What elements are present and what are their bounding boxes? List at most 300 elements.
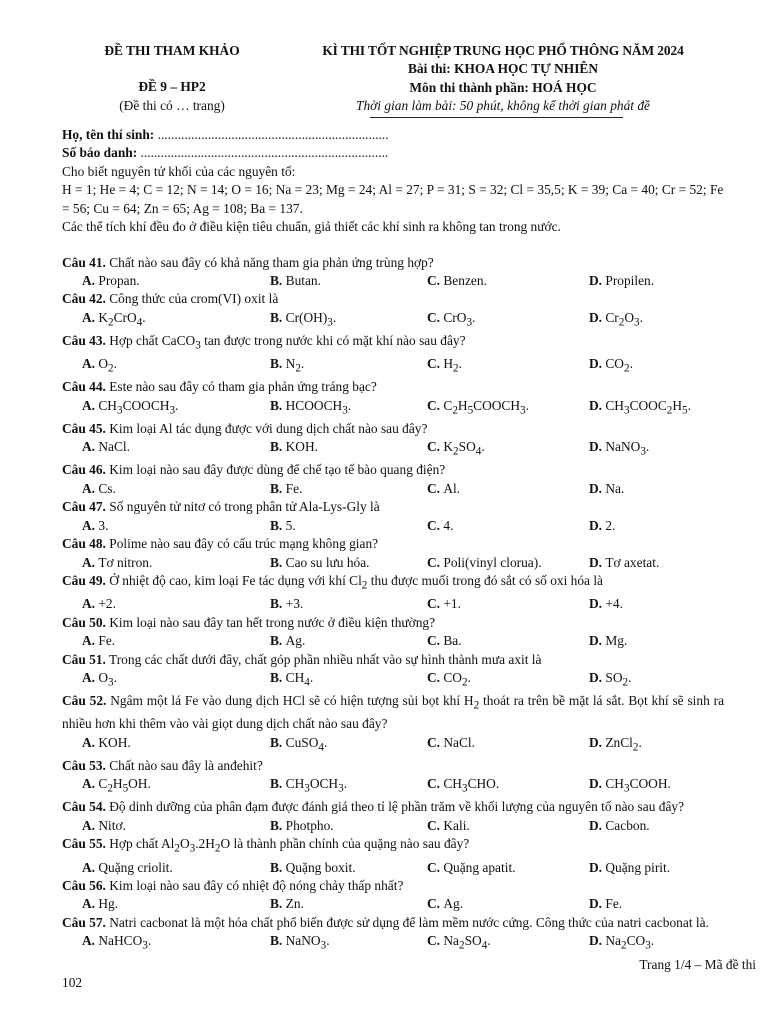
option-text: $CH_3COOH$. (605, 776, 671, 796)
answer-option[interactable] (569, 272, 724, 290)
question-text: Ở nhiệt độ cao, kim loại Fe tác dụng với khí $Cl_2$ thu được muối trong đó sắt có số oxi hóa là (105, 573, 603, 592)
option-letter: D. (589, 480, 606, 496)
option-text: Ag. (285, 633, 306, 649)
option-letter: B. (270, 517, 286, 533)
answer-option[interactable] (569, 309, 724, 332)
option-letter: A. (82, 859, 99, 875)
option-text: +1. (443, 596, 461, 612)
option-text: Fe. (98, 633, 116, 649)
option-text: Mg. (605, 633, 628, 649)
option-letter: C. (427, 517, 444, 533)
option-text: NaNO$_3$. (285, 933, 330, 952)
exam-code-label: ĐỀ 9 – HP2 (138, 79, 206, 95)
question-stem (62, 378, 724, 396)
question-text: Kim loại nào sau đây được dùng để chế tạo tế bào quang điện? (105, 462, 446, 478)
option-letter: C. (427, 397, 444, 413)
option-letter: C. (427, 896, 444, 912)
question-item (62, 651, 724, 693)
option-letter: D. (589, 896, 606, 912)
question-text: Este nào sau đây có tham gia phản ứng tráng bạc? (105, 379, 377, 395)
question-text: Kim loại Al tác dụng được với dung dịch chất nào sau đây? (105, 420, 428, 436)
question-stem (62, 461, 724, 479)
answer-option[interactable] (569, 397, 724, 420)
option-letter: A. (82, 596, 99, 612)
question-stem (62, 692, 724, 734)
option-text: $O_3$. (98, 670, 117, 689)
option-text: Hg. (98, 896, 119, 912)
answer-options (62, 895, 724, 913)
page-info: Trang 1/4 – Mã đề thi (639, 957, 756, 972)
question-item (62, 692, 724, 757)
option-letter: D. (589, 596, 606, 612)
answer-option[interactable] (407, 632, 569, 650)
option-text: Tơ axetat. (605, 554, 660, 570)
option-letter: B. (270, 554, 286, 570)
option-text: +4. (605, 596, 623, 612)
answer-option[interactable] (569, 632, 724, 650)
question-item (62, 290, 724, 332)
question-item (62, 877, 724, 914)
option-text: $K_2SO_4$. (443, 439, 485, 458)
option-letter: C. (427, 554, 444, 570)
option-letter: A. (82, 776, 99, 792)
option-text: Cacbon. (605, 817, 650, 833)
gas-note: Các thể tích khí đều đo ở điều kiện tiêu chuẩn, giả thiết các khí sinh ra không tan trong nước. (62, 219, 561, 235)
option-text: $C_2H_5COOCH_3$. (443, 397, 529, 417)
page-number: 102 (62, 975, 83, 990)
option-letter: B. (270, 397, 286, 413)
option-text: $CH_3COOCH_3$. (98, 397, 179, 417)
exam-header (62, 42, 724, 118)
answer-option[interactable] (407, 309, 569, 332)
answer-option[interactable] (62, 859, 250, 877)
answer-options (62, 355, 724, 378)
option-text: NaCl. (98, 439, 130, 455)
option-letter: A. (82, 633, 99, 649)
option-letter: A. (82, 933, 99, 949)
option-text: Fe. (605, 896, 623, 912)
question-item (62, 535, 724, 572)
question-number: Câu 45. (62, 420, 106, 436)
option-text: $CH_3OCH_3$. (285, 776, 348, 796)
atomic-intro: Cho biết nguyên tử khối của các nguyên tố: (62, 163, 296, 179)
question-number: Câu 50. (62, 614, 106, 630)
answer-option[interactable] (569, 895, 724, 913)
option-text: 5. (285, 517, 296, 533)
answer-option[interactable] (250, 595, 407, 613)
question-stem (62, 614, 724, 632)
question-item (62, 420, 724, 462)
answer-option[interactable] (569, 859, 724, 877)
answer-option[interactable] (250, 397, 407, 420)
answer-option[interactable] (407, 397, 569, 420)
question-number: Câu 41. (62, 254, 106, 270)
question-stem (62, 572, 724, 595)
answer-option[interactable] (569, 817, 724, 835)
option-letter: B. (270, 859, 286, 875)
answer-option[interactable] (250, 517, 407, 535)
option-letter: A. (82, 517, 99, 533)
answer-option[interactable] (250, 859, 407, 877)
answer-option[interactable] (250, 480, 407, 498)
answer-option[interactable] (62, 355, 250, 378)
option-text: Propilen. (605, 272, 655, 288)
answer-option[interactable] (62, 309, 250, 332)
answer-option[interactable] (62, 669, 250, 692)
question-text: Chất nào sau đây có khả năng tham gia phản ứng trùng hợp? (105, 254, 434, 270)
question-text: Chất nào sau đây là anđehit? (105, 757, 263, 773)
option-text: $CO_2$. (443, 670, 471, 689)
option-letter: A. (82, 356, 99, 372)
option-text: NaCl. (443, 734, 475, 750)
question-list (62, 254, 724, 956)
question-stem (62, 254, 724, 272)
question-stem (62, 798, 724, 816)
option-letter: A. (82, 439, 99, 455)
option-letter: D. (589, 309, 606, 325)
option-text: $SO_2$. (605, 670, 632, 689)
option-letter: C. (427, 356, 444, 372)
question-item (62, 757, 724, 799)
option-text: $Na_2CO_3$. (605, 933, 655, 952)
question-stem (62, 498, 724, 516)
exam-page (62, 42, 724, 955)
question-number: Câu 53. (62, 757, 106, 773)
question-text: Hợp chất $Al_2O_3.2H_2O$ là thành phần chính của quặng nào sau đây? (105, 836, 470, 856)
answer-option[interactable] (569, 355, 724, 378)
answer-option[interactable] (250, 775, 407, 798)
header-left (62, 42, 282, 118)
answer-options (62, 775, 724, 798)
question-stem (62, 757, 724, 775)
option-letter: D. (589, 517, 606, 533)
option-letter: B. (270, 896, 286, 912)
question-item (62, 914, 724, 956)
answer-option[interactable] (250, 554, 407, 572)
answer-option[interactable] (569, 554, 724, 572)
option-letter: B. (270, 933, 286, 949)
answer-option[interactable] (250, 895, 407, 913)
answer-option[interactable] (250, 309, 407, 332)
option-letter: D. (589, 356, 606, 372)
option-text: ZnCl$_2$. (605, 734, 642, 754)
question-number: Câu 48. (62, 536, 106, 552)
answer-option[interactable] (407, 859, 569, 877)
option-letter: D. (589, 272, 606, 288)
option-text: KOH. (98, 734, 131, 750)
option-text: +3. (285, 596, 304, 612)
answer-option[interactable] (569, 438, 724, 461)
question-item (62, 572, 724, 614)
option-text: NaHCO$_3$. (98, 933, 152, 952)
question-item (62, 614, 724, 651)
option-letter: C. (427, 480, 444, 496)
answer-option[interactable] (407, 480, 569, 498)
option-letter: D. (589, 817, 606, 833)
option-text: Photpho. (285, 817, 334, 833)
answer-option[interactable] (569, 734, 724, 757)
question-text: Ngâm một lá Fe vào dung dịch HCl sẽ có hiện tượng sủi bọt khí $H_2$ thoát ra trên bề mặt lá sắt. Bọt khí sẽ sinh ra nhiều hơn khi thêm vào vài giọt dung dịch chất nào sau đây? (62, 693, 725, 732)
candidate-info (62, 126, 724, 237)
option-text: Nitơ. (98, 817, 126, 833)
question-number: Câu 49. (62, 573, 106, 589)
answer-option[interactable] (62, 734, 250, 757)
option-letter: B. (270, 439, 286, 455)
answer-option[interactable] (407, 355, 569, 378)
option-text: $HCOOCH_3$. (285, 397, 352, 417)
answer-option[interactable] (250, 438, 407, 461)
exam-title: KÌ THI TỐT NGHIỆP TRUNG HỌC PHỔ THÔNG NĂM 2024 (322, 43, 684, 58)
answer-option[interactable] (62, 438, 250, 461)
answer-option[interactable] (569, 480, 724, 498)
option-text: $Cr(OH)_3$. (285, 309, 337, 329)
option-text: 2. (605, 517, 616, 533)
option-text: Quặng criolit. (98, 859, 173, 875)
question-stem (62, 651, 724, 669)
question-number: Câu 43. (62, 333, 106, 349)
answer-option[interactable] (569, 517, 724, 535)
answer-option[interactable] (62, 775, 250, 798)
name-field: ..................................................................... (154, 126, 389, 142)
answer-option[interactable] (569, 669, 724, 692)
answer-option[interactable] (407, 895, 569, 913)
option-text: Zn. (285, 896, 304, 912)
option-letter: D. (589, 633, 606, 649)
option-letter: C. (427, 933, 444, 949)
answer-option[interactable] (569, 595, 724, 613)
answer-option[interactable] (250, 932, 407, 955)
option-letter: C. (427, 439, 444, 455)
question-number: Câu 42. (62, 291, 106, 307)
answer-option[interactable] (407, 669, 569, 692)
question-item (62, 254, 724, 291)
option-letter: D. (589, 554, 606, 570)
question-number: Câu 52. (62, 693, 107, 709)
question-number: Câu 56. (62, 877, 106, 893)
option-text: Cs. (98, 480, 116, 496)
option-text: Poli(vinyl clorua). (443, 554, 542, 570)
question-item (62, 461, 724, 498)
question-text: Số nguyên tử nitơ có trong phân tử Ala-Lys-Gly là (105, 499, 380, 515)
answer-option[interactable] (407, 775, 569, 798)
option-letter: C. (427, 670, 444, 686)
answer-option[interactable] (62, 895, 250, 913)
question-text: Hợp chất CaCO$_3$ tan được trong nước khi có mặt khí nào sau đây? (105, 333, 466, 352)
answer-options (62, 859, 724, 877)
option-text: $N_2$. (285, 356, 305, 375)
option-text: KOH. (285, 439, 318, 455)
option-text: Butan. (285, 272, 321, 288)
question-number: Câu 44. (62, 379, 106, 395)
answer-options (62, 669, 724, 692)
option-letter: A. (82, 896, 99, 912)
answer-options (62, 734, 724, 757)
option-letter: B. (270, 670, 286, 686)
option-letter: A. (82, 670, 99, 686)
question-stem (62, 290, 724, 308)
answer-option[interactable] (62, 397, 250, 420)
answer-option[interactable] (250, 355, 407, 378)
answer-options (62, 438, 724, 461)
option-letter: B. (270, 272, 286, 288)
option-text: $H_2$. (443, 356, 462, 375)
answer-option[interactable] (407, 932, 569, 955)
option-text: Na. (605, 480, 625, 496)
option-text: 4. (443, 517, 454, 533)
option-letter: A. (82, 397, 99, 413)
question-stem (62, 332, 724, 355)
option-letter: C. (427, 776, 444, 792)
atomic-masses: H = 1; He = 4; C = 12; N = 14; O = 16; Na = 23; Mg = 24; Al = 27; P = 31; S = 32; Cl = 35,5; K = 39; Ca = 40; Cr = 52; Fe = 56; Cu = 64; Zn = 65; Ag = 108; Ba = 137. (62, 182, 724, 216)
option-text: Fe. (285, 480, 303, 496)
answer-option[interactable] (569, 932, 724, 955)
option-text: $O_2$. (98, 356, 117, 375)
exam-subject: Bài thi: KHOA HỌC TỰ NHIÊN (407, 61, 599, 77)
option-letter: C. (427, 633, 444, 649)
option-text: CuSO$_4$. (285, 734, 328, 754)
option-text: +2. (98, 596, 116, 612)
question-text: Kim loại nào sau đây tan hết trong nước ở điều kiện thường? (105, 614, 436, 630)
option-letter: D. (589, 734, 606, 750)
answer-options (62, 397, 724, 420)
option-letter: A. (82, 480, 99, 496)
answer-option[interactable] (407, 554, 569, 572)
answer-option[interactable] (407, 817, 569, 835)
option-text: Ag. (443, 896, 464, 912)
question-text: Trong các chất dưới đây, chất góp phần nhiều nhất vào sự hình thành mưa axit là (105, 651, 542, 667)
option-letter: A. (82, 734, 99, 750)
option-text: Ba. (443, 633, 462, 649)
option-text: Kali. (443, 817, 470, 833)
option-text: Tơ nitron. (98, 554, 153, 570)
option-text: $K_2CrO_4$. (98, 309, 146, 329)
option-text: Quặng pirit. (605, 859, 671, 875)
option-text: Quặng boxit. (285, 859, 356, 875)
answer-option[interactable] (62, 632, 250, 650)
answer-options (62, 817, 724, 835)
answer-option[interactable] (250, 632, 407, 650)
page-count-note: (Đề thi có … trang) (119, 97, 225, 113)
answer-option[interactable] (569, 775, 724, 798)
option-letter: A. (82, 554, 99, 570)
answer-options (62, 932, 724, 955)
answer-option[interactable] (62, 595, 250, 613)
option-letter: C. (427, 272, 444, 288)
answer-option[interactable] (407, 734, 569, 757)
exam-type-label: ĐỀ THI THAM KHẢO (104, 43, 240, 58)
answer-option[interactable] (250, 817, 407, 835)
option-letter: A. (82, 309, 99, 325)
answer-option[interactable] (407, 517, 569, 535)
option-letter: B. (270, 776, 286, 792)
option-text: $C_2H_5OH$. (98, 776, 151, 796)
name-label: Họ, tên thí sinh: (62, 126, 155, 142)
option-letter: D. (589, 776, 606, 792)
option-text: Benzen. (443, 272, 487, 288)
answer-options (62, 595, 724, 613)
answer-option[interactable] (62, 932, 250, 955)
question-stem (62, 835, 724, 858)
option-letter: C. (427, 309, 444, 325)
answer-option[interactable] (62, 517, 250, 535)
option-letter: A. (82, 272, 99, 288)
answer-options (62, 309, 724, 332)
question-item (62, 498, 724, 535)
question-text: Độ dinh dưỡng của phân đạm được đánh giá theo tỉ lệ phần trăm về khối lượng của nguyên tố nào sau đây? (105, 799, 685, 815)
option-text: 3. (98, 517, 109, 533)
option-text: Al. (443, 480, 461, 496)
option-text: $Cr_2O_3$. (605, 309, 643, 329)
question-item (62, 798, 724, 835)
option-text: $CH_3COOC_2H_5$. (605, 397, 691, 417)
option-text: Cao su lưu hóa. (285, 554, 370, 570)
option-text: Propan. (98, 272, 140, 288)
answer-option[interactable] (407, 595, 569, 613)
option-letter: D. (589, 859, 606, 875)
option-letter: C. (427, 734, 444, 750)
answer-option[interactable] (62, 272, 250, 290)
question-text: Polime nào sau đây có cấu trúc mạng không gian? (105, 536, 379, 552)
answer-options (62, 632, 724, 650)
sbd-field: .......................................................................... (137, 145, 389, 161)
option-letter: B. (270, 633, 286, 649)
option-letter: B. (270, 309, 286, 325)
answer-options (62, 517, 724, 535)
question-item (62, 835, 724, 877)
exam-component: Môn thi thành phần: HOÁ HỌC (409, 79, 597, 95)
option-letter: C. (427, 596, 444, 612)
option-letter: B. (270, 596, 286, 612)
option-text: CrO$_3$. (443, 309, 476, 329)
option-letter: B. (270, 480, 286, 496)
option-letter: C. (427, 817, 444, 833)
question-stem (62, 914, 724, 932)
option-letter: D. (589, 439, 606, 455)
answer-option[interactable] (250, 669, 407, 692)
answer-options (62, 480, 724, 498)
answer-option[interactable] (62, 554, 250, 572)
option-letter: B. (270, 734, 286, 750)
question-stem (62, 535, 724, 553)
answer-option[interactable] (250, 734, 407, 757)
question-number: Câu 51. (62, 651, 106, 667)
header-rule (370, 117, 623, 118)
option-letter: D. (589, 670, 606, 686)
answer-option[interactable] (250, 272, 407, 290)
question-stem (62, 420, 724, 438)
option-letter: D. (589, 933, 606, 949)
question-number: Câu 55. (62, 836, 106, 852)
option-text: $CO_2$. (605, 356, 633, 375)
answer-option[interactable] (407, 272, 569, 290)
question-item (62, 332, 724, 378)
option-text: $CH_4$. (285, 670, 314, 689)
exam-duration: Thời gian làm bài: 50 phút, không kể thời gian phát đề (356, 98, 650, 114)
question-item (62, 378, 724, 420)
question-number: Câu 54. (62, 799, 106, 815)
answer-option[interactable] (407, 438, 569, 461)
option-text: NaNO$_3$. (605, 439, 650, 458)
option-letter: A. (82, 817, 99, 833)
question-number: Câu 57. (62, 914, 106, 930)
question-text: Công thức của crom(VI) oxit là (105, 291, 279, 307)
question-stem (62, 877, 724, 895)
answer-option[interactable] (62, 817, 250, 835)
question-text: Natri cacbonat là một hóa chất phổ biến được sử dụng để làm mềm nước cứng. Công thức của natri cacbonat là. (105, 914, 709, 930)
question-number: Câu 47. (62, 499, 106, 515)
option-text: $CH_3CHO$. (443, 776, 500, 796)
answer-option[interactable] (62, 480, 250, 498)
